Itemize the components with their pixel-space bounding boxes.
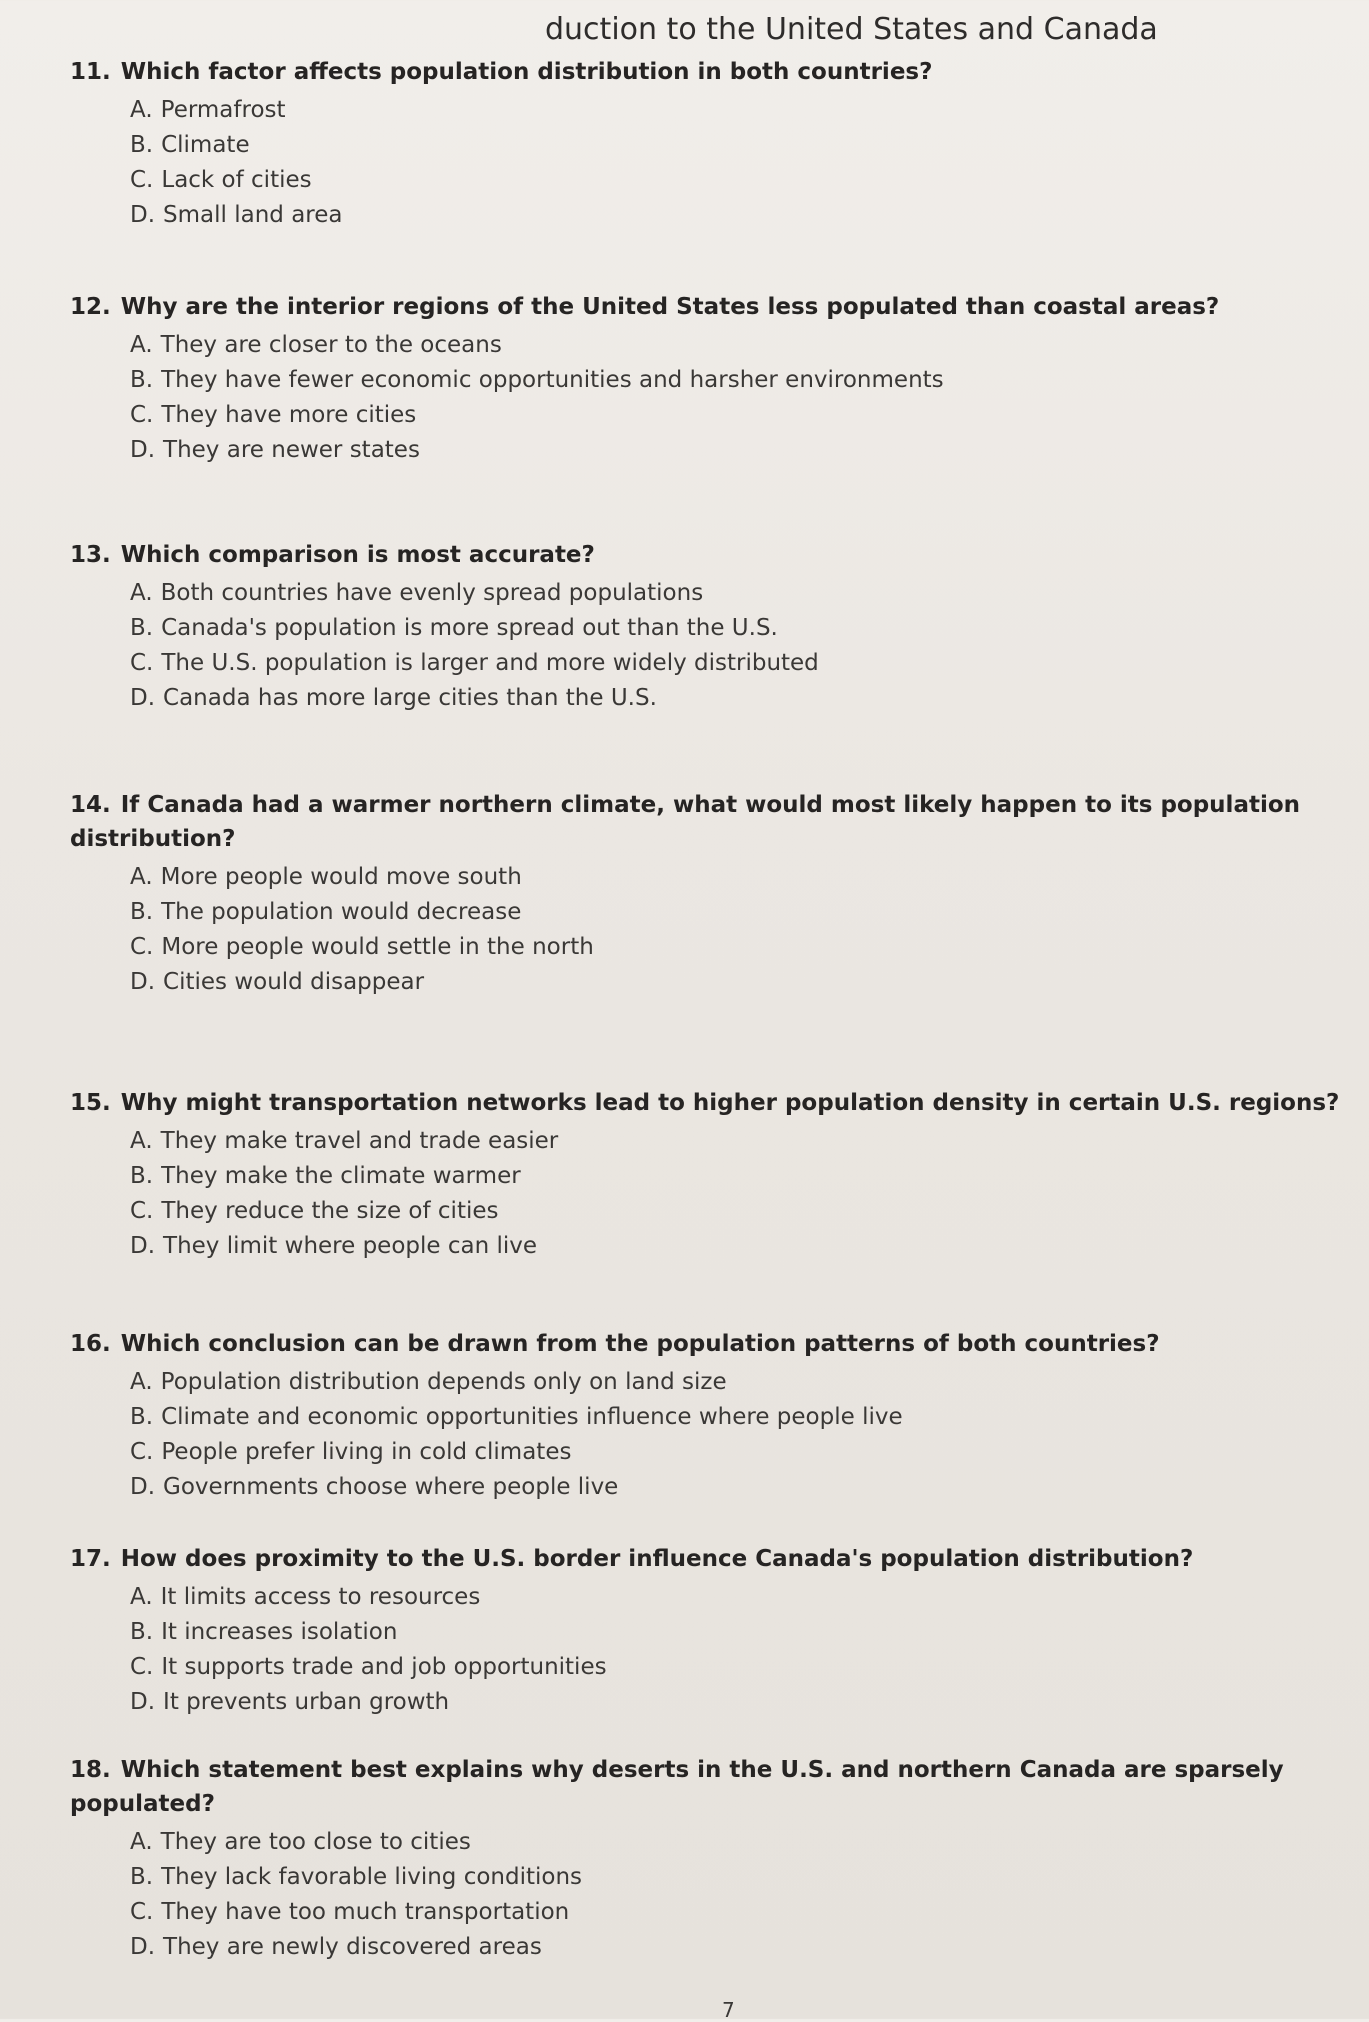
- option-text: People prefer living in cold climates: [161, 1439, 572, 1465]
- option-letter: D.: [130, 1934, 156, 1960]
- option-c[interactable]: [130, 398, 1340, 433]
- option-d[interactable]: [130, 1470, 1340, 1505]
- option-text: It supports trade and job opportunities: [161, 1654, 607, 1680]
- option-text: They are too close to cities: [160, 1829, 471, 1855]
- question-stem: [70, 1542, 1340, 1576]
- option-letter: B.: [130, 899, 154, 925]
- option-c[interactable]: [130, 1895, 1340, 1930]
- option-letter: B.: [130, 367, 154, 393]
- option-text: Governments choose where people live: [163, 1474, 619, 1500]
- option-text: They have more cities: [161, 402, 417, 428]
- option-text: They lack favorable living conditions: [161, 1864, 583, 1890]
- option-text: They make travel and trade easier: [160, 1128, 559, 1154]
- option-text: The U.S. population is larger and more widely distributed: [161, 650, 819, 676]
- option-letter: D.: [130, 1474, 156, 1500]
- option-letter: B.: [130, 1404, 154, 1430]
- option-text: They are closer to the oceans: [160, 332, 502, 358]
- answer-options: [70, 1124, 1340, 1264]
- question-number: 18.: [70, 1757, 111, 1783]
- option-letter: A.: [130, 332, 153, 358]
- option-d[interactable]: [130, 1930, 1340, 1965]
- option-c[interactable]: [130, 163, 1340, 198]
- question-stem: [70, 788, 1340, 856]
- question-14: [70, 788, 1340, 1000]
- question-17: [70, 1542, 1340, 1720]
- option-c[interactable]: [130, 1650, 1340, 1685]
- option-a[interactable]: [130, 1825, 1340, 1860]
- question-number: 11.: [70, 59, 111, 85]
- worksheet-header: duction to the United States and Canada: [545, 12, 1158, 47]
- option-letter: C.: [130, 1654, 154, 1680]
- question-number: 12.: [70, 294, 111, 320]
- option-a[interactable]: [130, 1124, 1340, 1159]
- question-13: [70, 538, 1340, 716]
- question-stem: [70, 55, 1270, 89]
- option-d[interactable]: [130, 433, 1340, 468]
- option-text: Climate: [161, 132, 250, 158]
- option-c[interactable]: [130, 930, 1340, 965]
- question-text: How does proximity to the U.S. border influence Canada's population distribution?: [120, 1546, 1194, 1572]
- option-a[interactable]: [130, 1580, 1340, 1615]
- option-letter: B.: [130, 132, 154, 158]
- option-letter: B.: [130, 1163, 154, 1189]
- option-letter: D.: [130, 202, 156, 228]
- option-text: Climate and economic opportunities influence where people live: [161, 1404, 903, 1430]
- page-number: 7: [722, 1998, 735, 2022]
- option-letter: A.: [130, 1829, 153, 1855]
- option-c[interactable]: [130, 1194, 1340, 1229]
- answer-options: [70, 93, 1340, 233]
- option-letter: C.: [130, 1198, 154, 1224]
- option-a[interactable]: [130, 860, 1340, 895]
- question-number: 15.: [70, 1090, 111, 1116]
- option-letter: C.: [130, 167, 154, 193]
- question-stem: [70, 1753, 1340, 1821]
- option-letter: B.: [130, 1864, 154, 1890]
- option-text: It limits access to resources: [160, 1584, 481, 1610]
- option-letter: A.: [130, 1369, 153, 1395]
- question-11: [70, 55, 1340, 233]
- question-number: 13.: [70, 542, 111, 568]
- option-d[interactable]: [130, 198, 1340, 233]
- option-letter: C.: [130, 934, 154, 960]
- answer-options: [70, 1365, 1340, 1505]
- question-text: Why are the interior regions of the United States less populated than coastal areas?: [120, 294, 1220, 320]
- question-text: If Canada had a warmer northern climate, what would most likely happen to its population distribution?: [70, 792, 1301, 852]
- question-number: 16.: [70, 1331, 111, 1357]
- option-letter: A.: [130, 97, 153, 123]
- option-b[interactable]: [130, 1400, 1340, 1435]
- option-text: Both countries have evenly spread populations: [160, 580, 704, 606]
- option-text: They have too much transportation: [161, 1899, 570, 1925]
- option-a[interactable]: [130, 1365, 1340, 1400]
- question-text: Which comparison is most accurate?: [120, 542, 595, 568]
- option-d[interactable]: [130, 681, 1340, 716]
- option-letter: C.: [130, 650, 154, 676]
- option-text: Canada's population is more spread out than the U.S.: [161, 615, 778, 641]
- option-letter: D.: [130, 1233, 156, 1259]
- option-b[interactable]: [130, 611, 1340, 646]
- option-a[interactable]: [130, 576, 1340, 611]
- option-text: Lack of cities: [161, 167, 312, 193]
- question-text: Which statement best explains why deserts in the U.S. and northern Canada are sparsely populated?: [70, 1757, 1284, 1817]
- option-text: They have fewer economic opportunities and harsher environments: [161, 367, 944, 393]
- option-letter: C.: [130, 402, 154, 428]
- option-text: Small land area: [163, 202, 343, 228]
- answer-options: [70, 860, 1340, 1000]
- option-d[interactable]: [130, 1685, 1340, 1720]
- option-text: They limit where people can live: [163, 1233, 538, 1259]
- question-16: [70, 1327, 1340, 1505]
- option-letter: A.: [130, 1128, 153, 1154]
- option-text: They are newly discovered areas: [163, 1934, 542, 1960]
- option-text: More people would move south: [160, 864, 522, 890]
- question-text: Which factor affects population distribution in both countries?: [120, 59, 933, 85]
- option-b[interactable]: [130, 1860, 1340, 1895]
- option-letter: A.: [130, 864, 153, 890]
- option-text: It prevents urban growth: [163, 1689, 450, 1715]
- option-letter: B.: [130, 1619, 154, 1645]
- option-letter: C.: [130, 1899, 154, 1925]
- option-text: They are newer states: [163, 437, 420, 463]
- option-text: The population would decrease: [161, 899, 522, 925]
- option-letter: D.: [130, 969, 156, 995]
- question-stem: [70, 1327, 1340, 1361]
- option-text: More people would settle in the north: [161, 934, 594, 960]
- option-letter: A.: [130, 1584, 153, 1610]
- option-b[interactable]: [130, 895, 1340, 930]
- question-12: [70, 290, 1340, 468]
- option-letter: B.: [130, 615, 154, 641]
- question-number: 14.: [70, 792, 111, 818]
- question-15: [70, 1086, 1340, 1264]
- option-d[interactable]: [130, 965, 1340, 1000]
- option-c[interactable]: [130, 1435, 1340, 1470]
- option-b[interactable]: [130, 1615, 1340, 1650]
- option-c[interactable]: [130, 646, 1340, 681]
- option-a[interactable]: [130, 93, 1340, 128]
- question-text: Which conclusion can be drawn from the population patterns of both countries?: [120, 1331, 1160, 1357]
- question-18: [70, 1753, 1340, 1965]
- option-b[interactable]: [130, 363, 1340, 398]
- question-text: Why might transportation networks lead to higher population density in certain U.S. regions?: [120, 1090, 1340, 1116]
- option-letter: C.: [130, 1439, 154, 1465]
- option-b[interactable]: [130, 1159, 1340, 1194]
- option-letter: D.: [130, 437, 156, 463]
- question-stem: [70, 1086, 1340, 1120]
- option-text: It increases isolation: [161, 1619, 398, 1645]
- question-stem: [70, 290, 1270, 324]
- question-stem: [70, 538, 1340, 572]
- option-b[interactable]: [130, 128, 1340, 163]
- option-text: Cities would disappear: [163, 969, 425, 995]
- answer-options: [70, 1825, 1340, 1965]
- answer-options: [70, 1580, 1340, 1720]
- option-text: They reduce the size of cities: [161, 1198, 499, 1224]
- option-letter: A.: [130, 580, 153, 606]
- option-text: They make the climate warmer: [161, 1163, 521, 1189]
- answer-options: [70, 328, 1340, 468]
- option-letter: D.: [130, 685, 156, 711]
- option-a[interactable]: [130, 328, 1340, 363]
- question-number: 17.: [70, 1546, 111, 1572]
- option-letter: D.: [130, 1689, 156, 1715]
- option-text: Permafrost: [160, 97, 286, 123]
- answer-options: [70, 576, 1340, 716]
- option-text: Population distribution depends only on land size: [160, 1369, 727, 1395]
- option-d[interactable]: [130, 1229, 1340, 1264]
- option-text: Canada has more large cities than the U.S.: [163, 685, 657, 711]
